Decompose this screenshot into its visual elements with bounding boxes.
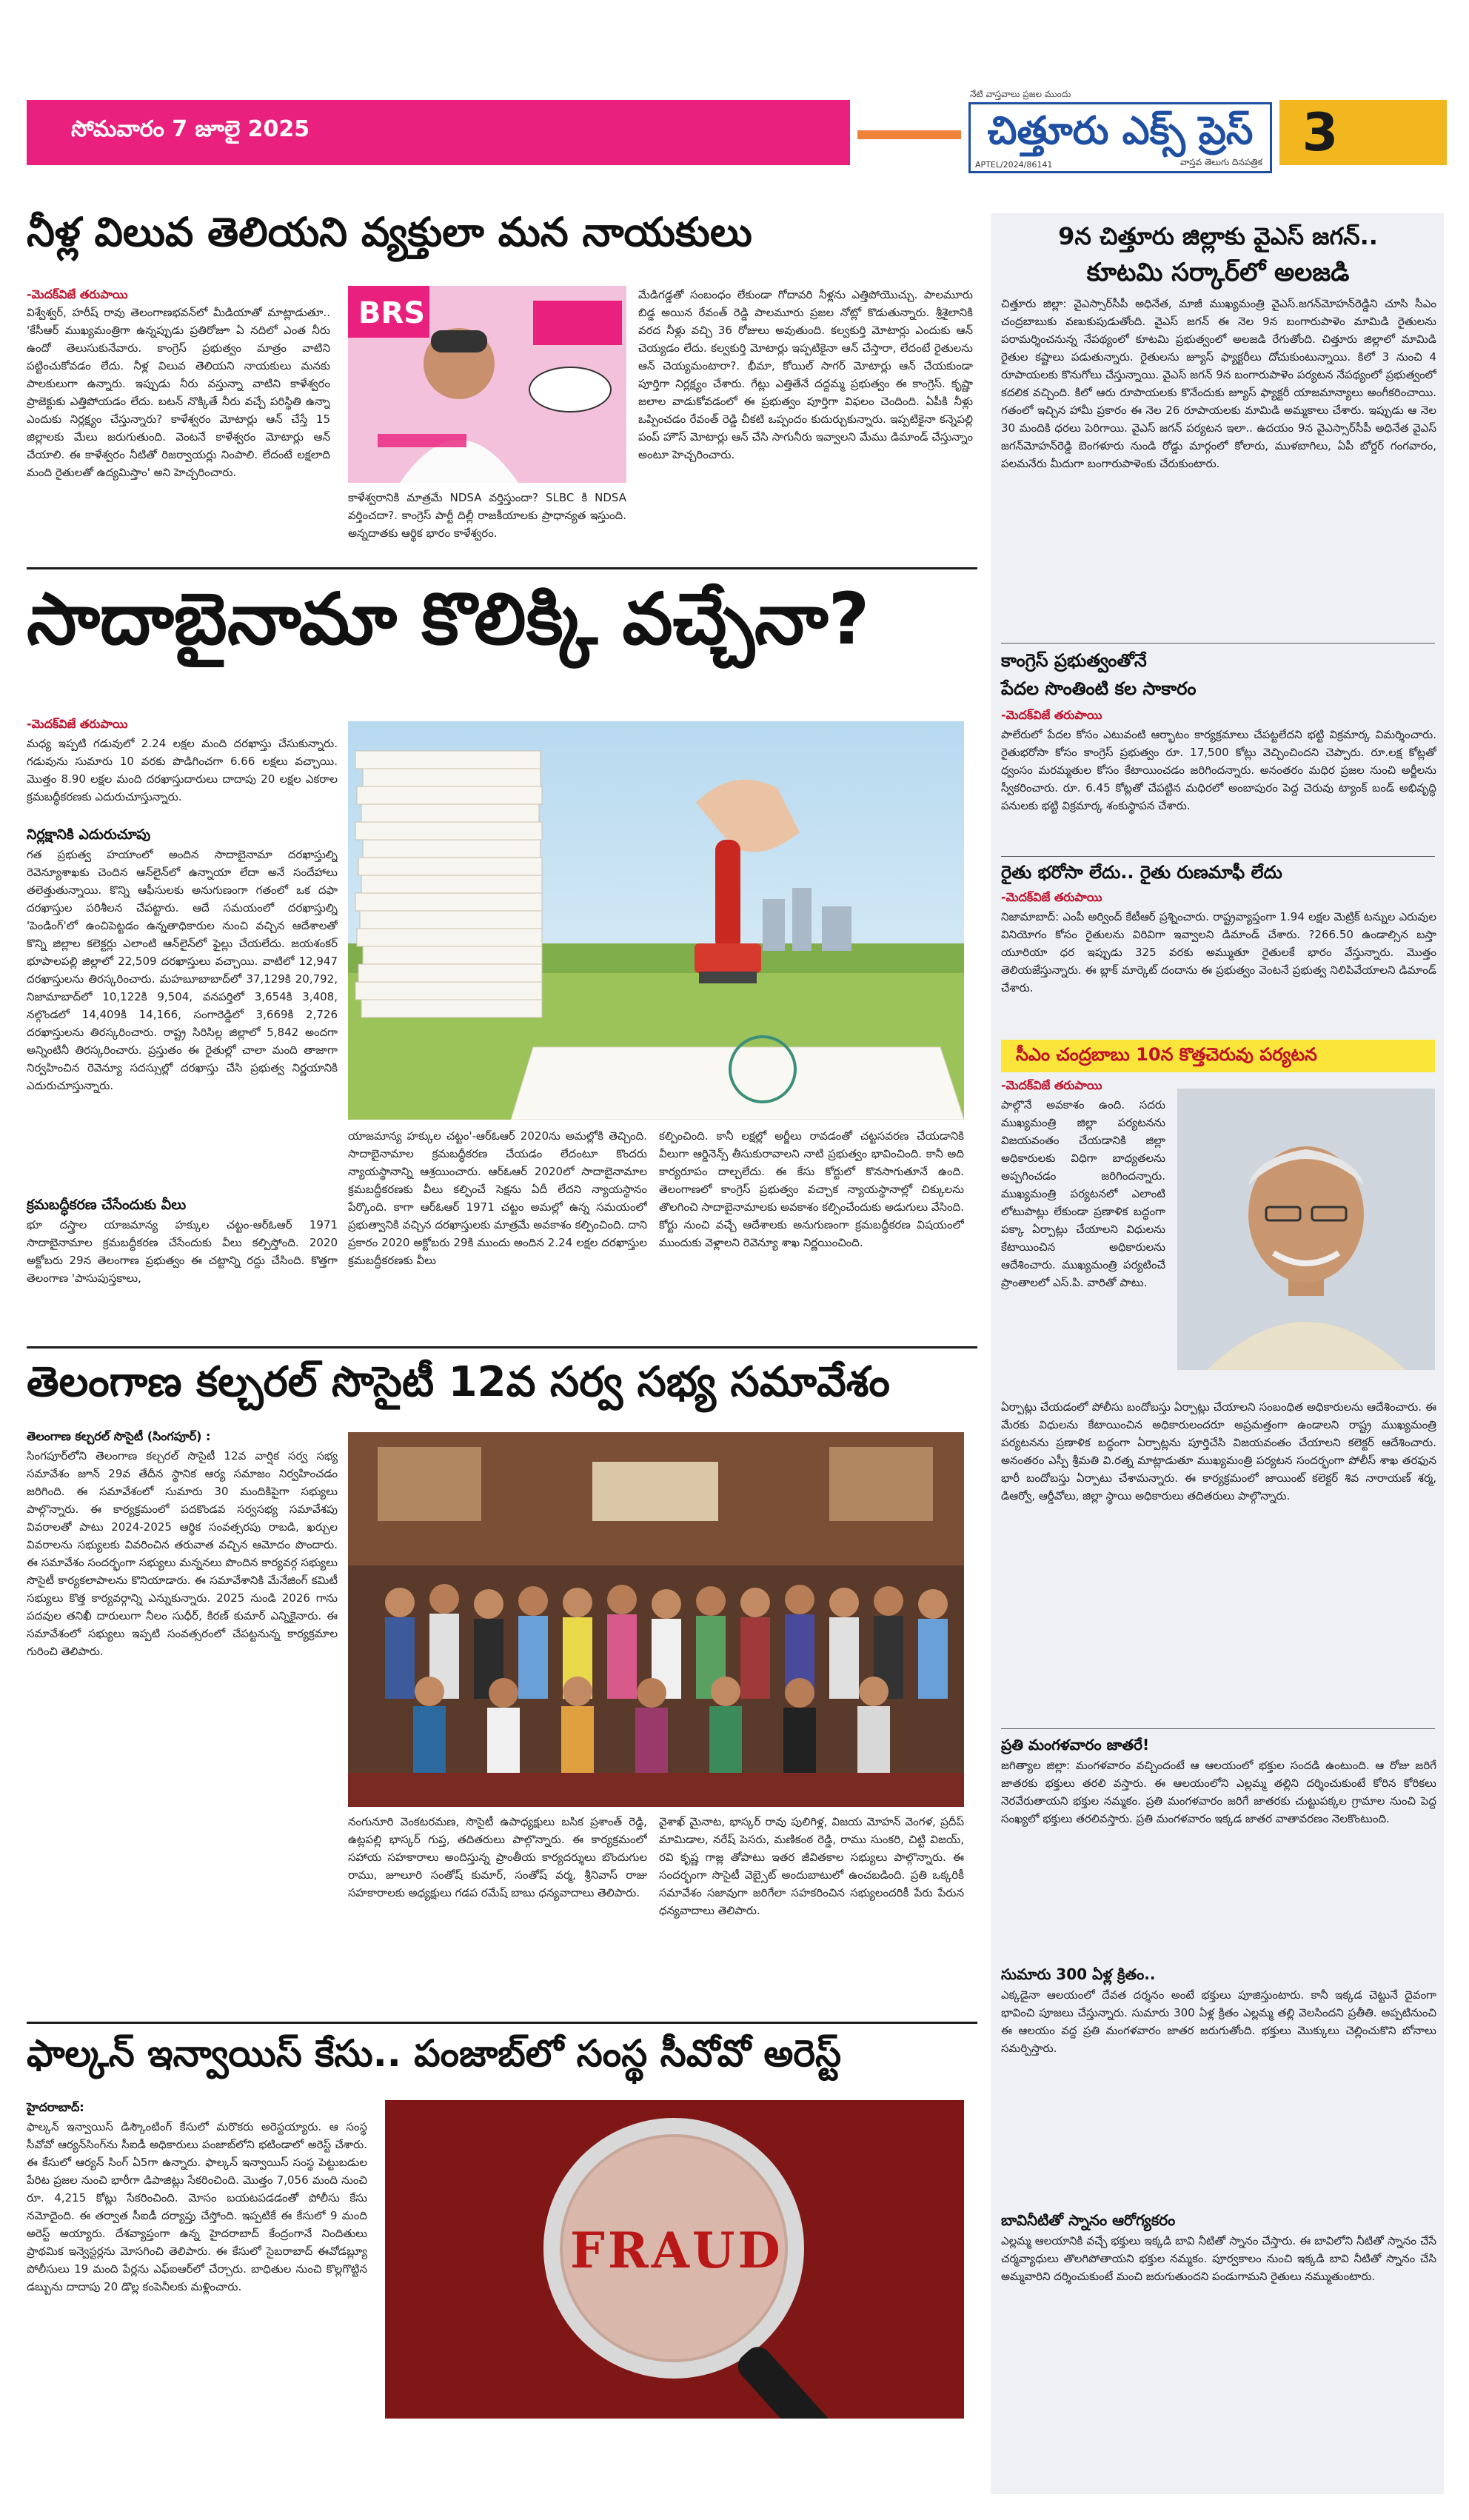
- page-number-box: [1279, 100, 1447, 165]
- article2-body2: భూ దస్త్రాల యాజమాన్య హక్కుల చట్టం-ఆర్‌ఓఆర్ 1971 సాదాబైనామాల క్రమబద్ధీకరణ చేసేందుకు వీలు కల్పిస్తోంది. 2020 అక్టోబరు 29న తెలంగాణ ప్రభుత్వం ఈ చట్టాన్ని రద్దు చేసింది. కొత్తగా తెలంగాణ 'పాసుపుస్తకాలు,: [27, 1218, 338, 1285]
- right-story5-body: జగిత్యాల జిల్లా: మంగళవారం వచ్చిందంటే ఆ ఆలయంలో భక్తుల సందడి ఉంటుంది. ఆ రోజు జరిగే జాతరకు భక్తులు తరలి వస్తారు. ఈ ఆలయంలోని ఎల్లమ్మ తల్లిని దర్శించుకుంటే కోరిన కోరికలు నెరవేరుతాయని భక్తుల నమ్మకం. ప్రతి మంగళవారం జరిగే జాతరకు చుట్టుపక్కల గ్రామాల నుంచి పెద్ద సంఖ్యలో భక్తులు తరలివస్తారు. ప్రతి మంగళవారం ఇక్కడ జాతర వాతావరణం నెలకొంటుంది.: [1001, 1759, 1436, 1825]
- right-story4-headline: సీఎం చంద్రబాబు 10న కొత్తచెరువు పర్యటన: [1016, 1044, 1317, 1065]
- article2-body1: గత ప్రభుత్వ హయాంలో అందిన సాదాబైనామా దరఖాస్తుల్ని రెవెన్యూశాఖకు చెందిన ఆన్‌లైన్‌లో ఉన్నాయా లేదా అనే సందేహాలు తలెత్తుతున్నాయి. కొన్ని ఆఫీసులకు అనుగుణంగా గతంలో ఒక దఫా దరఖాస్తుల పరిశీలన చేపట్టారు. ఆదే సమయంలో దరఖాస్తుల్ని 'పెండింగ్‌'లో ఉంచిపెట్టడం ఉన్నతాధికారుల నుంచి వచ్చిన ఆదేశాలతో కొన్ని జిల్లాల కలెక్టర్లు ఎలాంటి ఆన్‌లైన్‌లో ఫైల్లు చేయలేదు. జయశంకర్ భూపాలపల్లి జిల్లాలో 22,509 దరఖాస్తులు వచ్చాయి. వాటిలో 12,947 దరఖాస్తులను తిరస్కరించారు. మహబూబాబాద్‌లో 37,129కి 20,792, నిజామాబాద్‌లో 10,122కి 9,504, వనపర్తిలో 3,654కి 3,408, నల్గొండలో 14,409కి 14,166, సంగారెడ్డిలో 3,669కి 2,726 దరఖాస్తులను తిరస్కరించారు. రాష్ట్ర సిరిసిల్ల జిల్లాలో 5,842 అందగా అన్నింటినీ తిరస్కరించారు. ప్రస్తుతం ఈ రైతుల్లో చాలా మంది తాజాగా నిర్వహించిన రెవెన్యూ సదస్సుల్లో దరఖాస్తు చేసి ప్రభుత్వ నిర్ణయానికి ఎదురుచూస్తున్నారు.: [27, 848, 338, 1092]
- issue-date: సోమవారం 7 జూలై 2025: [71, 116, 310, 142]
- portrait-photo-icon: [1177, 1089, 1435, 1370]
- article1-headline: నీళ్ల విలువ తెలియని వ్యక్తులా మన నాయకులు: [27, 209, 752, 255]
- article2-photo: [348, 721, 964, 1120]
- article4-dateline: హైదరాబాద్:: [27, 2100, 84, 2114]
- right-story5-headline: ప్రతి మంగళవారం జాతరే!: [1001, 1736, 1150, 1754]
- right-story2-headline2: పేదల సొంతింటి కల సాకారం: [1001, 678, 1197, 699]
- right-story4-body-narrow: పాల్గొనే అవకాశం ఉంది. సదరు ముఖ్యమంత్రి జిల్లా పర్యటనను విజయవంతం చేయడానికి జిల్లా అధికారులకు విధిగా బాధ్యతలను అప్పగించడం జరిగిందన్నారు. ముఖ్యమంత్రి పర్యటనలో ఎలాంటి లోటుపాట్లు లేకుండా ప్రణాళిక బద్ధంగా పక్కా ఏర్పాట్లు చేయాలని విధులను కేటాయించిన అధికారులను ఆదేశించారు. ముఖ్యమంత్రి పర్యటించే ప్రాంతాలలో ఎస్.పి. వారితో పాటు.: [1001, 1098, 1165, 1289]
- header-tagline: నేటి వాస్తవాలు ప్రజల ముందు: [970, 89, 1071, 99]
- right-story3-byline: -మెదక్‌విజే తరుపాయి: [1001, 890, 1102, 904]
- article3-col1: సింగపూర్‌లోని తెలంగాణ కల్చరల్ సొసైటీ 12వ వార్షిక సర్వ సభ్య సమావేశం జూన్ 29వ తేదీన స్థానిక ఆర్య సమాజం నిర్వహించడం జరిగింది. ఈ సమావేశంలో సుమారు 30 మందికిపైగా సభ్యులు పాల్గొన్నారు. ఈ కార్యక్రమంలో పదకొండవ సర్వసభ్య సమావేశపు వివరాలతో పాటు 2024-2025 ఆర్థిక సంవత్సరపు రాబడి, ఖర్చుల వివరాలను సభ్యులకు వివరించిన తరువాత వచ్చిన ఆమోదం పొందారు. ఈ సమావేశం సందర్భంగా సభ్యులు మన్ననలు పొందిన కార్యవర్గ సభ్యులు సొసైటీ కార్యకలాపాలను కొనియాడారు. ఈ సమావేశానికి మేనేజింగ్ కమిటీ సభ్యులు కొత్త కార్యవర్గాన్ని ఎన్నుకున్నారు. 2025 నుండి 2026 గాను పదవుల తనిఖీ దారులుగా నీలం సుధీర్, కిరణ్ కుమార్ ఎన్నికైనారు. ఈ సమావేశంలో సభ్యులు ఇప్పటి సంవత్సరంలో చేపట్టనున్న కార్యక్రమాల గురించి తెలిపారు.: [27, 1449, 338, 1658]
- article4-body: ఫాల్కన్ ఇన్వాయిస్ డిస్కౌంటింగ్ కేసులో మరొకరు అరెస్టయ్యారు. ఆ సంస్థ సీవోవో ఆర్యన్‌సింగ్‌ను సీఐడీ అధికారులు పంజాబ్‌లోని భటిండాలో అరెస్ట్ చేశారు. ఈ కేసులో ఆర్యన్ సింగ్ ఏ5గా ఉన్నారు. ఫాల్కన్ ఇన్వాయిస్ సంస్థ పెట్టుబడుల పేరిట ప్రజల నుంచి భారీగా డిపాజిట్లు సేకరించింది. మొత్తం 7,056 మంది నుంచి రూ. 4,215 కోట్లు సేకరించింది. మోసం బయటపడడంతో పోలీసు కేసు నమోదైంది. ఈ తర్వాత సీఐడీ దర్యాప్తు చేస్తోంది. ఇప్పటికే ఈ కేసులో 9 మంది అరెస్ట్ అయ్యారు. దేశవ్యాప్తంగా ఉన్న హైదరాబాద్ కేంద్రంగానే నిందితులు ప్రాథమిక ఇన్వెస్టర్లను మోసగించి తెలిపారు. ఈ కేసులో సైబరాబాద్ ఈవోడబ్ల్యూ పోలీసులు 19 మంది పేర్లను ఎఫ్ఐఆర్‌లో చేర్చారు. బాధితుల నుంచి కొల్లగొట్టిన డబ్బును దాదాపు 20 డొల్ల కంపెనీలకు మళ్లించారు.: [27, 2120, 367, 2293]
- article2-sub1: నిర్లక్షానికి ఎదురుచూపు: [27, 826, 151, 843]
- right-story1-headline1: 9న చిత్తూరు జిల్లాకు వైఎస్ జగన్..: [1058, 222, 1378, 250]
- header-accent-line: [857, 130, 961, 139]
- article2-headline: సాదాబైనామా కొలిక్కి వచ్చేనా?: [27, 578, 870, 661]
- article2-byline: -మెదక్‌విజే తరుపాయి: [27, 717, 128, 731]
- right-story2-headline1: కాంగ్రెస్ ప్రభుత్వంతోనే: [1001, 650, 1147, 671]
- divider: [1001, 643, 1435, 644]
- section-divider: [27, 567, 977, 569]
- article4-headline: ఫాల్కన్ ఇన్వాయిస్ కేసు.. పంజాబ్‌లో సంస్థ సీవోవో అరెస్ట్: [27, 2032, 842, 2075]
- article1-col3: మేడిగడ్డతో సంబంధం లేకుండా గోదావరి నీళ్లను ఎత్తిపోయొచ్చు. పాలమూరు బిడ్డ అయిన రేవంత్ రెడ్డి పాలమూరు ప్రజల నోట్లో కొడుతున్నారు. శ్రీశైలానికి వరద నీళ్లు వచ్చి 36 రోజులు అవుతుంది. కల్వకుర్తి మోటార్లు ఎందుకు ఆన్ చెయ్యడం లేదు. కల్వకుర్తి మోటార్లు ఇప్పటికైనా ఆన్ చేస్తారా, లేదంటే రైతులను ఆన్ చెయ్యమంటారా?. భీమా, కోయిల్ సాగర్ మోటార్లు ఆన్ చేయకుండా పూర్తిగా నిర్లక్ష్యం చేశారు. గేట్లు ఎత్తితేనే దద్దమ్మ ప్రభుత్వం ఈ కాంగ్రెస్. కృష్ణా జలాల వాడుకోవడంలో ఈ ప్రభుత్వం పూర్తిగా విఫలం చెందింది. ఏపీకి నీళ్లు ఒప్పించడం రేవంత్ రెడ్డి చీకటి ఒప్పందం కుదుర్చుకున్నారు. ఇప్పటికైనా కన్నెపల్లి పంప్ హౌస్ మోటార్లు ఆన్ చేసి సాగునీరు ఇవ్వాలని మేము డిమాండ్ చేస్తున్నాం అంటూ హెచ్చరించారు.: [638, 288, 973, 461]
- right-story3-headline: రైతు భరోసా లేదు.. రైతు రుణమాఫీ లేదు: [1001, 862, 1282, 883]
- divider: [1001, 856, 1435, 857]
- newspaper-logo: [968, 102, 1272, 173]
- article3-dateline: తెలంగాణ కల్చరల్ సొసైటీ (సింగపూర్) :: [27, 1429, 211, 1443]
- section-divider: [27, 1346, 977, 1348]
- right-story6-headline: సుమారు 300 ఏళ్ల క్రితం..: [1001, 1965, 1156, 1983]
- article3-col4: వైశాఖ్ మైనాట, భాస్కర్ రావు పులిగిళ్ల, విజయ మోహన్ వెంగళ, ప్రదీప్ మామిడాల, నరేష్ పెసరు, మణికంఠ రెడ్డి, రాము సుంకరి, చిట్టి విజయ్, రవి కృష్ణ గాజ్ల తోపాటు ఇతర జీవితకాల సభ్యులు పాల్గొన్నారు. ఈ సందర్భంగా సొసైటీ వెబ్సైట్ అందుబాటులో ఉంచబడింది. ప్రతి ఒక్కరికీ సమావేశం సజావుగా జరిగేలా సహకరించిన సభ్యులందరికీ పేరు పేరున ధన్యవాదాలు తెలిపారు.: [659, 1815, 964, 1917]
- section-divider: [27, 2022, 977, 2024]
- article2-intro: మధ్య ఇప్పటి గడువులో 2.24 లక్షల మంది దరఖాస్తు చేసుకున్నారు. గడువును సుమారు 10 వరకు పొడిగించగా 6.66 లక్షలు వచ్చాయి. మొత్తం 8.90 లక్షల మంది దరఖాస్తుదారులు దాదాపు 20 లక్షల ఎకరాల క్రమబద్ధీకరణకు ఎదురుచూస్తున్నారు.: [27, 737, 338, 803]
- right-story4-tag: [1001, 1040, 1435, 1072]
- stamp-on-documents-icon: [348, 721, 964, 1120]
- logo-name: చిత్తూరు ఎక్స్ ప్రెస్: [987, 109, 1254, 153]
- article2-col3: కల్పించింది. కానీ లక్షల్లో అర్జీలు రావడంతో చట్టసవరణ చేయడానికి వీలుగా ఆర్డినెన్స్ తీసుకురావాలని నాటి ప్రభుత్వం భావించింది. కానీ అది కార్యరూపం దాల్చలేదు. ఈ కేసు కోర్టులో కొనసాగుతూనే ఉంది. తెలంగాణలో కాంగ్రెస్ ప్రభుత్వం వచ్చాక న్యాయస్థానాల్లో చిక్కులను తొలగించి సాదాబైనామాలకు అవకాశం కల్పించేందుకు అడుగులు వేసింది. కోర్టు నుంచి వచ్చే ఆదేశాలకు అనుగుణంగా క్రమబద్ధీకరణ విషయంలో ముందుకు వెళ్లాలని రెవెన్యూ శాఖ నిర్ణయించింది.: [659, 1129, 964, 1249]
- article2-sub2: క్రమబద్ధీకరణ చేసేందుకు వీలు: [27, 1197, 187, 1213]
- article1-photo: [348, 286, 626, 483]
- right-story1-body: చిత్తూరు జిల్లా: వైఎస్సార్‌సీపీ అధినేత, మాజీ ముఖ్యమంత్రి వైఎస్.జగన్‌మోహన్‌రెడ్డిని చూసి సీఎం చంద్రబాబుకు వణుకుపుడుతోంది. వైఎస్ జగన్ ఈ నెల 9న బంగారుపాళెం మామిడి రైతులను పరామర్శించనున్న నేపథ్యంలో కూటమి ప్రభుత్వంలో అలజడి రేగుతోంది. చిత్తూరు జిల్లాలో మామిడి రైతుల కష్టాలు పడుతున్నారు. రైతులను జ్యూస్ ఫ్యాక్టరీలు దోచుకుంటున్నాయి. కిలో 3 నుంచి 4 రూపాయలకు కొనుగోలు చేస్తున్నాయి. వైఎస్ జగన్ 9న బంగారుపాళెం పర్యటన నేపథ్యంలో ప్రభుత్వంలో కదలిక వచ్చింది. కిలో ఆరు రూపాయలకు కొనేందుకు జ్యూస్ ఫ్యాక్టరీ యాజమాన్యాలు అంగీకరించాయి. గతంలో ఇచ్చిన హామీ ప్రకారం ఈ నెల 26 రూపాయలకు మామిడి అమ్మకాలు చేశారు. ఇప్పుడు ఆ నెల 30 మందికి ధరలు పెరిగాయి. వైఎస్ జగన్ పర్యటన ఇలా.. ఉదయం 9న వైఎస్సార్‌సీపీ అధినేత వైఎస్ జగన్‌మోహన్‌రెడ్డి బెంగళూరు నుండి రోడ్డు మార్గంలో కోలారు, ముళబాగిలు, ఏపీ బోర్డర్ గంగవారం, పలమనేరు మీదుగా బంగారుపాళెంకు చేరుకుంటారు.: [1001, 297, 1436, 470]
- page-number: 3: [1302, 102, 1339, 163]
- right-story4-byline: -మెదక్‌విజే తరుపాయి: [1001, 1078, 1102, 1092]
- article3-headline: తెలంగాణ కల్చరల్ సొసైటీ 12వ సర్వ సభ్య సమావేశం: [27, 1358, 890, 1406]
- fraud-label: FRAUD: [570, 2222, 783, 2279]
- right-story6-body: ఎక్కడైనా ఆలయంలో దేవత దర్శనం అంటే భక్తులు పూజిస్తుంటారు. కానీ ఇక్కడ చెట్టునే దైవంగా భావించి పూజలు చేస్తున్నారు. సుమారు 300 ఏళ్ల క్రితం ఎల్లమ్మ తల్లి వెలసిందని ప్రతీతి. అప్పటినుంచి ఈ ఆలయం వద్ద ప్రతి మంగళవారం జాతర జరుగుతోంది. భక్తులు మొక్కులు చెల్లించుకొని బోనాలు సమర్పిస్తారు.: [1001, 1988, 1436, 2055]
- right-story2-body: పాలేరులో పేదల కోసం ఎటువంటి ఆర్భాటం కార్యక్రమాలు చేపట్టలేదని భట్టి విక్రమార్క విమర్శించారు. రైతుభరోసా కోసం కాంగ్రెస్ ప్రభుత్వం రూ. 17,500 కోట్లు వెచ్చించిందని చెప్పారు. రూ.లక్ష కోట్లతో ధ్వంసం మరమ్మతుల కోసం కేటాయించడం జరిగిందన్నారు. అనంతరం మధిర ప్రజల నుంచి అర్జీలను స్వీకరించారు. రూ. 6.45 కోట్లతో చేపట్టిన మధిరలో అంబాపురం పెద్ద చెరువు ట్యాంక్ బండ్ అభివృద్ధి పనులకు భట్టి విక్రమార్క శంకుస్థాపన చేశారు.: [1001, 728, 1436, 812]
- registration-number: APTEL/2024/86141: [975, 160, 1053, 170]
- article1-byline: -మెదక్‌విజే తరుపాయి: [27, 287, 128, 301]
- right-story4-body: ఏర్పాట్లు చేయడంలో పోలీసు బందోబస్తు ఏర్పాట్లు చేయాలని సంబంధిత అధికారులను ఆదేశించారు. ఈ మేరకు విధులను కేటాయించిన అధికారులందరూ అప్రమత్తంగా ఉండాలని రాష్ట్ర ముఖ్యమంత్రి పర్యటనను ప్రణాళిక బద్ధంగా ఏర్పాట్లను పూర్తిచేసి విజయవంతం చేయాలని కలెక్టర్ ఆదేశించారు. అనంతరం ఎస్పీ శ్రీమతి వి.రత్న మాట్లాడుతూ ముఖ్యమంత్రి పర్యటన సందర్భంగా పోలీస్ శాఖ తరఫున భారీ బందోబస్తు ఏర్పాటు చేశామన్నారు. ఈ కార్యక్రమంలో జాయింట్ కలెక్టర్ శివ నారాయణ్ శర్మ, డిఆర్వో, ఆర్డీవోలు, జిల్లా స్థాయి అధికారులు తదితరులు పాల్గొన్నారు.: [1001, 1400, 1436, 1503]
- right-story7-body: ఎల్లమ్మ ఆలయానికి వచ్చే భక్తులు ఇక్కడి బావి నీటితో స్నానం చేస్తారు. ఈ బావిలోని నీటితో స్నానం చేసే చర్మవ్యాధులు తొలగిపోతాయని భక్తుల నమ్మకం. పూర్వకాలం నుంచి ఇక్కడి బావి నీటితో స్నానం చేసి అమ్మవారిని దర్శించుకుంటే మంచి జరుగుతుందని పండుగామని రైతులు నమ్ముతుంటారు.: [1001, 2234, 1436, 2283]
- right-story2-byline: -మెదక్‌విజే తరుపాయి: [1001, 708, 1102, 722]
- right-story1-headline2: కూటమి సర్కార్‌లో అలజడి: [1086, 258, 1350, 287]
- article1-photo-caption: కాళేశ్వరానికి మాత్రమే NDSA వర్తిస్తుందా? SLBC కి NDSA వర్తించదా?. కాంగ్రెస్ పార్టీ దిల్లీ రాజకీయాలకు ప్రాధాన్యత ఇస్తుంది. అన్నదాతకు ఆర్థిక భారం కాళేశ్వరం.: [348, 491, 626, 540]
- date-banner: [27, 100, 850, 165]
- article3-col3: నంగునూరి వెంకటరమణ, సొసైటీ ఉపాధ్యక్షులు బసిక ప్రశాంత్ రెడ్డి, ఉట్లపల్లి భాస్కర్ గుప్త, తదితరులు పాల్గొన్నారు. ఈ కార్యక్రమంలో సహాయ సహకారాలు అందిస్తున్న ప్రాంతీయ కార్యదర్శులు బొందుగుల రాము, జూలూరి సంతోష్ కుమార్, సంతోష్ వర్మ, శ్రీనివాస్ రాజు సహకారాలకు అధ్యక్షులు గడప రమేష్ బాబు ధన్యవాదాలు తెలిపారు.: [348, 1815, 647, 1899]
- logo-tagline: వాస్తవ తెలుగు దినపత్రిక: [1179, 157, 1262, 167]
- article4-photo: [385, 2100, 964, 2419]
- group-photo-icon: [348, 1432, 964, 1807]
- right-story3-body: నిజామాబాద్: ఎంపీ అర్వింద్ కేటీఆర్ ప్రశ్నించారు. రాష్ట్రవ్యాప్తంగా 1.94 లక్షల మెట్రిక్ టన్నుల ఎరువుల వినియోగం కోసం రైతులను విరివిగా ఇవ్వాలని డిమాండ్ చేశారు. ?266.50 ఉండాల్సిన బస్తా యూరియా ధర ఇప్పుడు 325 వరకు అమ్ముతూ రైతులకే భారం వేస్తున్నారు. మొత్తం తెలియజేస్తున్నారు. ఈ బ్లాక్ మార్కెట్ దందాను ఈ ప్రభుత్వం వెంటనే ప్రభుత్వ నిలిపివేయాలని డిమాండ్ చేశారు.: [1001, 910, 1436, 995]
- right-story4-photo: [1177, 1089, 1435, 1370]
- right-story7-headline: బావినీటితో స్నానం ఆరోగ్యకరం: [1001, 2211, 1176, 2229]
- divider: [1001, 1728, 1435, 1729]
- article2-col2: యాజమాన్య హక్కుల చట్టం'-ఆర్‌ఓఆర్ 2020ను అమల్లోకి తెచ్చింది. సాదాబైనామాల క్రమబద్ధీకరణ చేయడం లేదంటూ కొందరు న్యాయస్థానాన్ని ఆశ్రయించారు. ఆర్‌ఓఆర్ 2020లో సాదాబైనామాల క్రమబద్ధీకరణకు వీలు కల్పించే సెక్షను ఏదీ లేదని న్యాయస్థానం పేర్కొంది. కాగా ఆర్‌ఓఆర్ 1971 చట్టం అమల్లో ఉన్న సమయంలో ప్రభుత్వానికి వచ్చిన దరఖాస్తులకు మాత్రమే అవకాశం కల్పించింది. దాని ప్రకారం 2020 అక్టోబరు 29కి ముందు అందిన 2.24 లక్షల దరఖాస్తుల క్రమబద్ధీకరణకు వీలు: [348, 1129, 647, 1267]
- article1-col1: విశ్వేశ్వర్, హరీష్ రావు తెలంగాణభవన్‌లో మీడియాతో మాట్లాడుతూ.. 'కేసీఆర్ ముఖ్యమంత్రిగా ఉన్నప్పుడు ప్రతిరోజూ ఏ నదిలో ఎంత నీరు ఉందో తెలుసుకునేవారు. కాంగ్రెస్ ప్రభుత్వం మాత్రం వాటిని పట్టించుకోవడం లేదు. నీళ్ల విలువ తెలియని నాయకులు మనకు పాలకులుగా ఉన్నారు. ఇప్పుడు నీరు వస్తున్నా వాటిని కాళేశ్వరం ప్రాజెక్టుకు ఎత్తిపోయడం లేదు. బటన్ నొక్కితే నీరు వచ్చే పరిస్థితి ఉన్నా ఎందుకు నిర్లక్ష్యం చేస్తున్నారు? కాళేశ్వరం మోటార్లు ఆన్ చేస్తే 15 జిల్లాలకు మేలు జరుగుతుంది. వెంటనే కాళేశ్వరం మోటార్లు ఆన్ చేయాలి. ఈ కాళేశ్వరం నీటితో రిజర్వాయర్లు నింపాలి. లేదంటే లక్షలాది మంది రైతులతో ఉద్యమిస్తాం' అని హెచ్చరించారు.: [27, 306, 330, 479]
- brs-banner-text: BRS: [358, 296, 426, 330]
- article3-group-photo: [348, 1432, 964, 1807]
